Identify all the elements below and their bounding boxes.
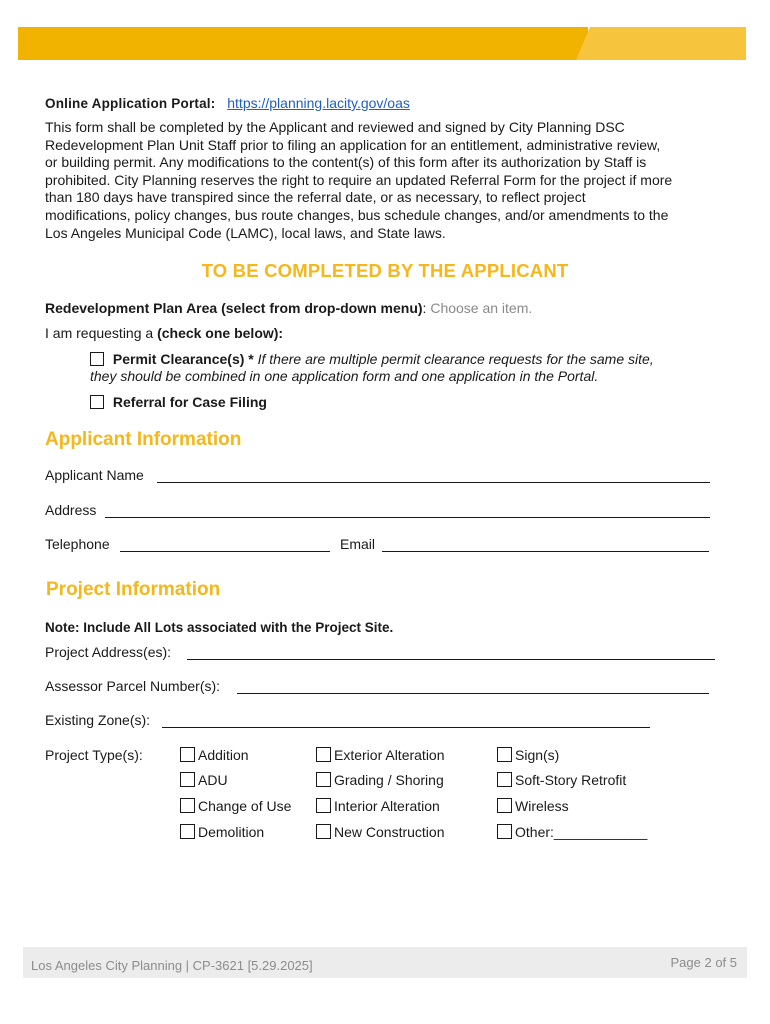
project-type-checkbox[interactable] [180, 798, 195, 813]
project-type-checkbox[interactable] [316, 747, 331, 762]
portal-label: Online Application Portal: [45, 96, 216, 111]
zone-label: Existing Zone(s): [45, 712, 151, 728]
telephone-label: Telephone [45, 536, 110, 552]
header-accent-bar [18, 27, 746, 60]
header-accent-bar-light [576, 27, 746, 60]
project-type-option [180, 824, 264, 841]
option-permit-clearance [90, 351, 740, 385]
project-type-label-text: Exterior Alteration [334, 747, 445, 763]
project-address-field[interactable] [187, 659, 715, 660]
project-type-option [497, 772, 626, 789]
plan-area-dropdown[interactable]: Choose an item. [430, 300, 533, 316]
project-type-label-text: Wireless [515, 798, 569, 814]
address-field[interactable] [105, 517, 710, 518]
apn-label: Assessor Parcel Number(s): [45, 678, 221, 694]
project-type-checkbox[interactable] [180, 747, 195, 762]
project-note: Note: Include All Lots associated with the Project Site. [45, 620, 394, 635]
project-type-checkbox[interactable] [316, 772, 331, 787]
footer-page-number: Page 2 of 5 [670, 955, 737, 970]
project-type-checkbox[interactable] [316, 824, 331, 839]
applicant-section-heading: TO BE COMPLETED BY THE APPLICANT [201, 260, 569, 281]
telephone-field[interactable] [120, 551, 330, 552]
project-type-option [497, 798, 569, 815]
project-type-label-text: Other:____________ [515, 824, 648, 840]
intro-line: prohibited. City Planning reserves the right to require an updated Referral Form for the project if more [45, 171, 673, 188]
project-type-option [180, 798, 291, 815]
project-type-checkbox[interactable] [497, 824, 512, 839]
project-type-label-text: Change of Use [198, 798, 292, 814]
project-type-label: Project Type(s): [45, 747, 143, 763]
applicant-name-field[interactable] [157, 482, 710, 483]
referral-label: Referral for Case Filing [112, 394, 267, 410]
project-type-label-text: ADU [198, 772, 228, 788]
project-type-label-text: Demolition [198, 824, 265, 840]
project-type-option [316, 798, 440, 815]
project-type-label-text: Soft-Story Retrofit [515, 772, 627, 788]
plan-area-colon: : [422, 300, 427, 316]
project-type-label-text: Addition [198, 747, 249, 763]
project-type-option [180, 747, 249, 764]
option-referral [90, 394, 267, 411]
project-type-checkbox[interactable] [180, 824, 195, 839]
intro-line: Redevelopment Plan Unit Staff prior to filing an application for an entitlement, administrative review, [45, 136, 661, 153]
project-type-checkbox[interactable] [316, 798, 331, 813]
project-type-checkbox[interactable] [497, 772, 512, 787]
project-type-label-text: Sign(s) [515, 747, 560, 763]
portal-line [45, 95, 410, 112]
intro-line: Los Angeles Municipal Code (LAMC), local laws, and State laws. [45, 224, 446, 241]
project-info-heading: Project Information [46, 579, 221, 600]
header-accent-bar-main [18, 27, 588, 60]
intro-line: modifications, policy changes, bus route changes, bus schedule changes, and/or amendments to the [45, 206, 669, 223]
intro-line: or building permit. Any modifications to the content(s) of this form after its authorization by Staff is [45, 154, 647, 171]
project-type-option [316, 824, 445, 841]
applicant-name-label: Applicant Name [45, 467, 144, 483]
project-type-checkbox[interactable] [180, 772, 195, 787]
page-footer [23, 947, 747, 978]
intro-line: This form shall be completed by the Applicant and reviewed and signed by City Planning DSC [45, 119, 625, 135]
requesting-instruction: (check one below): [157, 325, 284, 341]
project-type-option [180, 772, 228, 789]
permit-clearance-checkbox[interactable] [90, 352, 104, 366]
project-type-label-text: New Construction [334, 824, 445, 840]
permit-clearance-note-line-2: they should be combined in one application form and one application in the Portal. [90, 368, 599, 384]
project-type-option [316, 747, 445, 764]
project-type-checkbox[interactable] [497, 747, 512, 762]
apn-field[interactable] [237, 693, 709, 694]
address-label: Address [45, 502, 97, 518]
project-type-label-text: Grading / Shoring [334, 772, 444, 788]
plan-area-row [45, 300, 532, 317]
plan-area-label: Redevelopment Plan Area (select from drop-down menu) [45, 300, 423, 316]
portal-link[interactable]: https://planning.lacity.gov/oas [227, 95, 410, 111]
intro-paragraph [45, 119, 725, 242]
project-type-option [497, 824, 647, 841]
project-type-option [497, 747, 559, 764]
email-field[interactable] [382, 551, 709, 552]
project-address-label: Project Address(es): [45, 644, 172, 660]
requesting-line [45, 325, 283, 342]
permit-clearance-note: If there are multiple permit clearance requests for the same site, [257, 351, 654, 367]
project-type-label-text: Interior Alteration [334, 798, 440, 814]
permit-clearance-label: Permit Clearance(s) * [112, 351, 254, 367]
email-label: Email [340, 536, 376, 552]
applicant-info-heading: Applicant Information [45, 429, 242, 450]
project-type-checkbox[interactable] [497, 798, 512, 813]
intro-line: than 180 days have transpired since the referral date, or as necessary, to reflect project [45, 189, 586, 206]
footer-document-id: Los Angeles City Planning | CP-3621 [5.29.2025] [31, 958, 313, 973]
referral-checkbox[interactable] [90, 395, 104, 409]
zone-field[interactable] [162, 727, 650, 728]
requesting-prefix: I am requesting a [45, 325, 158, 341]
project-type-option [316, 772, 444, 789]
